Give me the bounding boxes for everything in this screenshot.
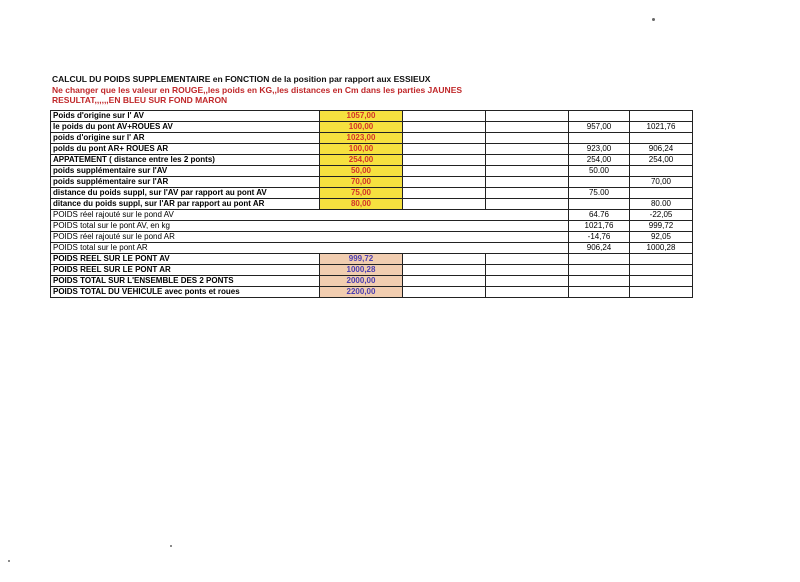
blank-cell	[403, 111, 486, 122]
table-row	[51, 243, 693, 254]
empty-cell	[403, 265, 486, 276]
blank-cell	[403, 199, 486, 210]
calc-cell: 50.00	[569, 166, 630, 177]
blank-cell	[403, 166, 486, 177]
blank-cell	[486, 188, 569, 199]
input-value[interactable]: 254,00	[320, 155, 403, 166]
empty-cell	[486, 265, 569, 276]
blank-cell	[403, 122, 486, 133]
blank-cell	[486, 155, 569, 166]
table-row	[51, 287, 693, 298]
row-label: ditance du poids suppl, sur l'AR par rapport au pont AR	[51, 199, 320, 210]
scan-speck	[8, 560, 10, 562]
table-row	[51, 111, 693, 122]
row-label: POIDS total sur le pont AV, en kg	[51, 221, 569, 232]
row-label: POIDS REEL SUR LE PONT AV	[51, 254, 320, 265]
blank-cell	[486, 199, 569, 210]
input-value[interactable]: 70,00	[320, 177, 403, 188]
scan-speck	[170, 545, 172, 547]
input-value[interactable]: 1023,00	[320, 133, 403, 144]
blank-cell	[486, 144, 569, 155]
result-value: 999,72	[320, 254, 403, 265]
empty-cell	[630, 265, 693, 276]
table-row	[51, 177, 693, 188]
table-row	[51, 210, 693, 221]
empty-cell	[569, 265, 630, 276]
blank-cell	[403, 188, 486, 199]
calc-cell: -14,76	[569, 232, 630, 243]
empty-cell	[403, 287, 486, 298]
table-row	[51, 188, 693, 199]
calc-cell	[569, 177, 630, 188]
calc-cell: 906,24	[569, 243, 630, 254]
empty-cell	[569, 276, 630, 287]
row-label: POIDS REEL SUR LE PONT AR	[51, 265, 320, 276]
empty-cell	[486, 287, 569, 298]
blank-cell	[403, 144, 486, 155]
calc-cell: 1021,76	[630, 122, 693, 133]
table-row	[51, 199, 693, 210]
result-value: 1000,28	[320, 265, 403, 276]
table-row	[51, 276, 693, 287]
table-row	[51, 133, 693, 144]
calc-cell: 92,05	[630, 232, 693, 243]
row-label: poids d'origine sur l' AR	[51, 133, 320, 144]
calculation-table	[50, 110, 693, 298]
empty-cell	[569, 287, 630, 298]
row-label: Poids d'origine sur l' AV	[51, 111, 320, 122]
input-value[interactable]: 100,00	[320, 144, 403, 155]
table-row	[51, 254, 693, 265]
table-row	[51, 155, 693, 166]
empty-cell	[630, 254, 693, 265]
calc-cell	[630, 166, 693, 177]
calc-cell: 80.00	[630, 199, 693, 210]
calc-cell: 70,00	[630, 177, 693, 188]
instruction-note: Ne changer que les valeur en ROUGE,,les poids en KG,,les distances en Cm dans les parties JAUNES	[52, 85, 463, 95]
row-label: POIDS réel rajouté sur le pond AR	[51, 232, 569, 243]
calc-cell: 1021,76	[569, 221, 630, 232]
blank-cell	[486, 133, 569, 144]
result-value: 2000,00	[320, 276, 403, 287]
calc-cell	[569, 133, 630, 144]
sheet-title: CALCUL DU POIDS SUPPLEMENTAIRE en FONCTION de la position par rapport aux ESSIEUX	[52, 74, 431, 84]
row-label: POIDS TOTAL SUR L'ENSEMBLE DES 2 PONTS	[51, 276, 320, 287]
empty-cell	[403, 276, 486, 287]
input-value[interactable]: 50,00	[320, 166, 403, 177]
blank-cell	[486, 177, 569, 188]
blank-cell	[403, 155, 486, 166]
calc-cell: 254,00	[569, 155, 630, 166]
calc-cell: 957,00	[569, 122, 630, 133]
calc-cell: 923,00	[569, 144, 630, 155]
scan-speck	[652, 18, 655, 21]
blank-cell	[486, 111, 569, 122]
calc-cell	[569, 111, 630, 122]
calc-cell: 254,00	[630, 155, 693, 166]
calc-cell: 1000,28	[630, 243, 693, 254]
input-value[interactable]: 100,00	[320, 122, 403, 133]
blank-cell	[486, 122, 569, 133]
calc-cell: -22,05	[630, 210, 693, 221]
row-label: poids supplémentaire sur l'AR	[51, 177, 320, 188]
row-label: poids supplémentaire sur l'AV	[51, 166, 320, 177]
empty-cell	[630, 276, 693, 287]
calc-cell: 906,24	[630, 144, 693, 155]
calc-cell	[630, 188, 693, 199]
row-label: POIDS total sur le pont AR	[51, 243, 569, 254]
input-value[interactable]: 80,00	[320, 199, 403, 210]
calc-cell	[569, 199, 630, 210]
table-row	[51, 265, 693, 276]
row-label: polds du pont AR+ ROUES AR	[51, 144, 320, 155]
table-row	[51, 221, 693, 232]
sheet-header	[52, 74, 612, 105]
row-label: POIDS réel rajouté sur le pond AV	[51, 210, 569, 221]
blank-cell	[403, 133, 486, 144]
input-value[interactable]: 75,00	[320, 188, 403, 199]
calc-cell	[630, 133, 693, 144]
table-row	[51, 232, 693, 243]
empty-cell	[569, 254, 630, 265]
calc-cell: 999,72	[630, 221, 693, 232]
calc-cell: 75.00	[569, 188, 630, 199]
row-label: distance du poids suppl, sur l'AV par rapport au pont AV	[51, 188, 320, 199]
blank-cell	[403, 177, 486, 188]
input-value[interactable]: 1057,00	[320, 111, 403, 122]
blank-cell	[486, 166, 569, 177]
table-row	[51, 144, 693, 155]
table-row	[51, 166, 693, 177]
empty-cell	[403, 254, 486, 265]
empty-cell	[486, 254, 569, 265]
row-label: le poids du pont AV+ROUES AV	[51, 122, 320, 133]
empty-cell	[630, 287, 693, 298]
result-note: RESULTAT,,,,,,EN BLEU SUR FOND MARON	[52, 95, 228, 105]
row-label: POIDS TOTAL DU VEHICULE avec ponts et roues	[51, 287, 320, 298]
result-value: 2200,00	[320, 287, 403, 298]
calc-cell: 64.76	[569, 210, 630, 221]
empty-cell	[486, 276, 569, 287]
calc-cell	[630, 111, 693, 122]
table-row	[51, 122, 693, 133]
row-label: APPATEMENT ( distance entre les 2 ponts)	[51, 155, 320, 166]
